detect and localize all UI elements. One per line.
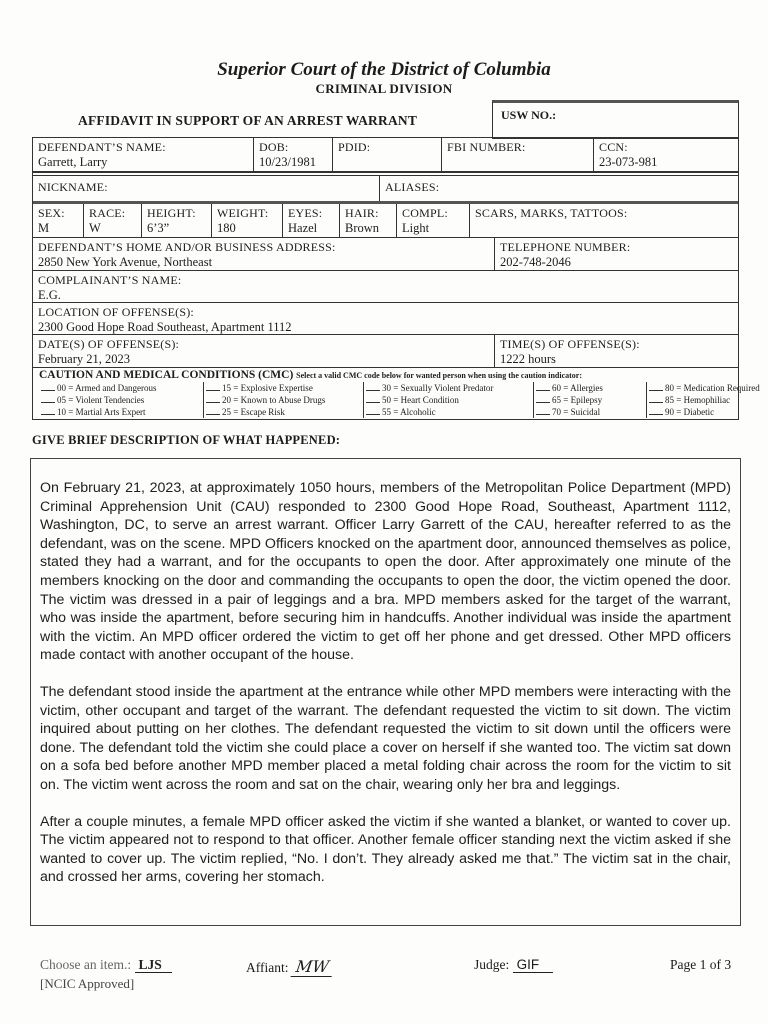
cmc-code-label: 00 = Armed and Dangerous [57,383,157,393]
hair-value: Brown [345,221,380,235]
sex-cell: SEX: M [33,204,84,237]
sex-value: M [38,221,50,235]
cmc-code-blank[interactable] [206,414,220,415]
cmc-code-label: 65 = Epilepsy [552,395,603,405]
cmc-code-item [204,406,364,418]
location-cell: LOCATION OF OFFENSE(S): 2300 Good Hope Road Southeast, Apartment 1112 [33,303,738,334]
cmc-code-item [204,382,364,394]
cmc-code-item [364,406,534,418]
cmc-code-label: 55 = Alcoholic [382,407,436,417]
nickname-cell: NICKNAME: [33,176,380,201]
date-value: February 21, 2023 [38,352,130,366]
hair-cell: HAIR: Brown [340,204,397,237]
judge-initials: GIF [513,957,554,973]
affiant-signature: MW [290,957,334,977]
eyes-value: Hazel [288,221,318,235]
division-title: CRIMINAL DIVISION [315,81,453,96]
choose-item-value[interactable]: LJS [135,957,172,973]
cmc-code-item [39,406,204,418]
court-title: Superior Court of the District of Columbia [217,59,551,80]
dob-cell: DOB: 10/23/1981 [254,138,333,171]
location-value: 2300 Good Hope Road Southeast, Apartment 1112 [38,320,292,334]
cmc-code-label: 15 = Explosive Expertise [222,383,313,393]
cmc-code-label: 85 = Hemophiliac [665,395,731,405]
page-number: Page 1 of 3 [670,957,732,972]
race-value: W [89,221,101,235]
cmc-code-blank[interactable] [41,402,55,403]
form-row-date-time [33,335,738,368]
height-value: 6’3” [147,221,170,235]
form-title: AFFIDAVIT IN SUPPORT OF AN ARREST WARRANT [78,113,418,128]
cmc-code-item [39,382,204,394]
complexion-value: Light [402,221,430,235]
narrative-paragraph-1: On February 21, 2023, at approximately 1050 hours, members of the Metropolitan Police Department (MPD) Criminal Apprehension Unit (CAU) responded to 2300 Good Hope Road, Southeast, Apartment 1112, Washington, DC, to serve an arrest warrant. Officer Larry Garrett of the CAU, hereafter referred to as the defendant, was on the scene. MPD Officers knocked on the apartment door, announced themselves as police, stated they had a warrant, and for the occupants to open the door. After approximately one minute of the members knocking on the door and commanding the occupants to open the door, the victim opened the door. The victim was dressed in a pair of leggings and a bra. MPD members asked for the target of the warrant, who was inside the apartment, before securing him in handcuffs. Another individual was inside the apartment with the victim. An MPD officer ordered the victim to get off her phone and get dressed. Other MPD officers made contact with another occupant of the house. [40,480,731,664]
height-cell: HEIGHT: 6’3” [142,204,212,237]
cmc-code-label: 25 = Escape Risk [222,407,285,417]
cmc-code-label: 70 = Suicidal [552,407,601,417]
form-row-nickname [33,172,738,204]
cmc-code-item [534,382,647,394]
cmc-code-blank[interactable] [366,402,380,403]
complexion-cell: COMPL: Light [397,204,470,237]
cmc-section [33,368,760,419]
time-cell: TIME(S) OF OFFENSE(S): 1222 hours [495,335,738,367]
cmc-code-blank[interactable] [649,414,663,415]
defendant-name-value: Garrett, Larry [38,155,108,169]
affiant-field: Affiant: MW [246,957,333,977]
form-row-identity [33,138,738,172]
pdid-cell: PDID: [333,138,442,171]
eyes-cell: EYES: Hazel [283,204,340,237]
defendant-name-cell: DEFENDANT’S NAME: Garrett, Larry [33,138,254,171]
judge-field: Judge: GIF [474,957,553,973]
cmc-code-grid [33,382,760,419]
cmc-code-blank[interactable] [206,390,220,391]
ccn-cell: CCN: 23-073-981 [594,138,738,171]
form-row-complainant [33,271,738,303]
dob-value: 10/23/1981 [259,155,316,169]
cmc-code-blank[interactable] [536,402,550,403]
cmc-code-item [534,394,647,406]
cmc-code-blank[interactable] [649,402,663,403]
defendant-info-form [32,137,760,420]
weight-value: 180 [217,221,236,235]
cmc-code-item [647,382,760,394]
cmc-code-item [647,394,746,406]
ncic-approved: [NCIC Approved] [40,976,135,991]
form-row-location [33,303,738,335]
time-value: 1222 hours [500,352,556,366]
narrative-paragraph-3: After a couple minutes, a female MPD officer asked the victim if she wanted a blanket, or wanted to cover up. The victim appeared not to respond to that officer. Another female officer standing next the victim asked if she wanted to cover up. The victim replied, “No. I don’t. They already asked me that.” The victim sat in the chair, and crossed her arms, covering her stomach. [40,813,731,886]
date-cell: DATE(S) OF OFFENSE(S): February 21, 2023 [33,335,495,367]
cmc-code-blank[interactable] [366,414,380,415]
telephone-cell: TELEPHONE NUMBER: 202-748-2046 [495,238,738,270]
cmc-code-label: 05 = Violent Tendencies [57,395,145,405]
complainant-value: E.G. [38,288,61,302]
cmc-code-item [534,406,647,418]
cmc-instruction: Select a valid CMC code below for wanted person when using the caution indicator: [296,371,583,380]
narrative-box [30,458,741,926]
cmc-code-label: 30 = Sexually Violent Predator [382,383,494,393]
ccn-value: 23-073-981 [599,155,658,169]
cmc-code-item [364,394,534,406]
cmc-code-blank[interactable] [366,390,380,391]
aliases-cell: ALIASES: [385,180,440,194]
cmc-code-label: 20 = Known to Abuse Drugs [222,395,326,405]
scars-cell: SCARS, MARKS, TATTOOS: [475,206,628,220]
cmc-code-label: 10 = Martial Arts Expert [57,407,146,417]
cmc-code-label: 80 = Medication Required [665,383,760,393]
cmc-heading: CAUTION AND MEDICAL CONDITIONS (CMC) Select a valid CMC code below for wanted person when using the caution indicator: [39,369,583,381]
weight-cell: WEIGHT: 180 [212,204,283,237]
address-cell: DEFENDANT’S HOME AND/OR BUSINESS ADDRESS: 2850 New York Avenue, Northeast [33,238,495,270]
description-heading: GIVE BRIEF DESCRIPTION OF WHAT HAPPENED: [32,433,341,447]
cmc-code-blank[interactable] [649,390,663,391]
fbi-number-cell: FBI NUMBER: [442,138,594,171]
usw-label: USW NO.: [501,108,557,122]
cmc-code-blank[interactable] [41,414,55,415]
cmc-code-label: 50 = Heart Condition [382,395,459,405]
cmc-code-blank[interactable] [41,390,55,391]
cmc-code-blank[interactable] [206,402,220,403]
cmc-code-label: 60 = Allergies [552,383,603,393]
address-value: 2850 New York Avenue, Northeast [38,255,213,269]
cmc-code-blank[interactable] [536,390,550,391]
complainant-cell: COMPLAINANT’S NAME: E.G. [33,271,738,302]
cmc-code-item [204,394,364,406]
cmc-code-item [364,382,534,394]
cmc-code-item [647,406,746,418]
form-row-description [33,204,738,238]
narrative-paragraph-2: The defendant stood inside the apartment at the entrance while other MPD members were interacting with the victim, other occupant and target of the warrant. The defendant requested the victim to sit down. The victim inquired about putting on her clothes. The defendant requested the victim to sit down until the officers were done. The defendant told the victim she could place a cover on herself if she wanted too. The victim sat down on a sofa bed before another MPD member placed a metal folding chair across the room for the victim to sit on. The victim went across the room and sat on the chair, wearing only her bra and leggings. [40,683,731,793]
form-row-address [33,238,738,271]
cmc-code-label: 90 = Diabetic [665,407,715,417]
race-cell: RACE: W [84,204,142,237]
choose-item-field[interactable]: Choose an item.: LJS [40,957,172,973]
usw-number-box [492,100,739,139]
telephone-value: 202-748-2046 [500,255,571,269]
cmc-code-blank[interactable] [536,414,550,415]
cmc-code-item [39,394,204,406]
